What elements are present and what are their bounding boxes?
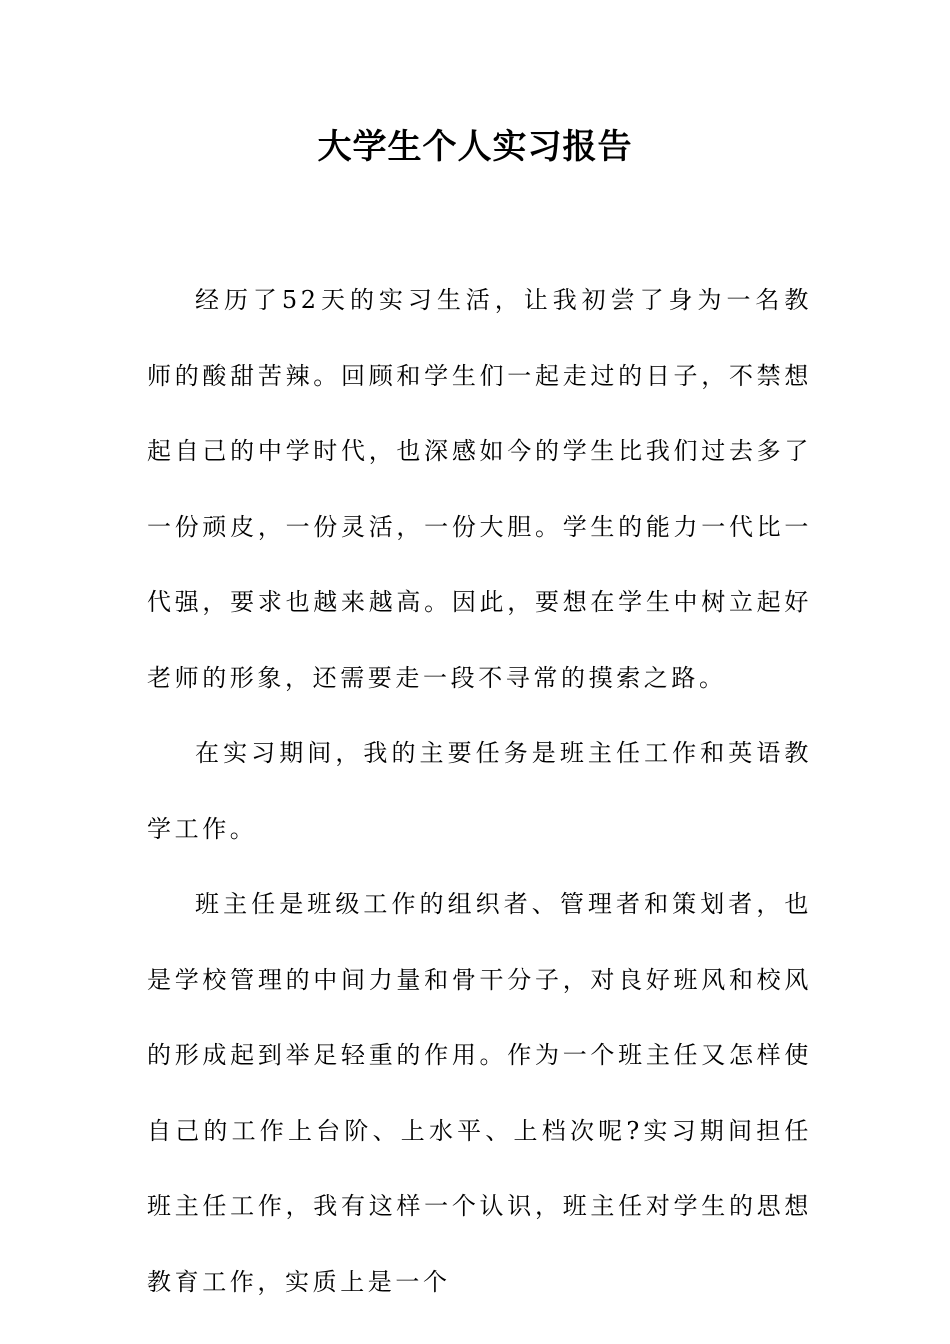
- paragraph-internship-intro: 经历了52天的实习生活，让我初尝了身为一名教师的酸甜苦辣。回顾和学生们一起走过的日子，不禁想起自己的中学时代，也深感如今的学生比我们过去多了一份顽皮，一份灵活，一份大胆。学生的能力一代比一代强，要求也越来越高。因此，要想在学生中树立起好老师的形象，还需要走一段不寻常的摸索之路。: [147, 286, 812, 692]
- document-title: 大学生个人实习报告: [317, 127, 633, 167]
- paragraph-class-teacher-role: 班主任是班级工作的组织者、管理者和策划者，也是学校管理的中间力量和骨干分子，对良好班风和校风的形成起到举足轻重的作用。作为一个班主任又怎样使自己的工作上台阶、上水平、上档次呢?实习期间担任班主任工作，我有这样一个认识，班主任对学生的思想教育工作，实质上是一个: [147, 890, 812, 1296]
- paragraph-main-tasks: 在实习期间，我的主要任务是班主任工作和英语教学工作。: [147, 739, 812, 843]
- document-body: [147, 263, 812, 1320]
